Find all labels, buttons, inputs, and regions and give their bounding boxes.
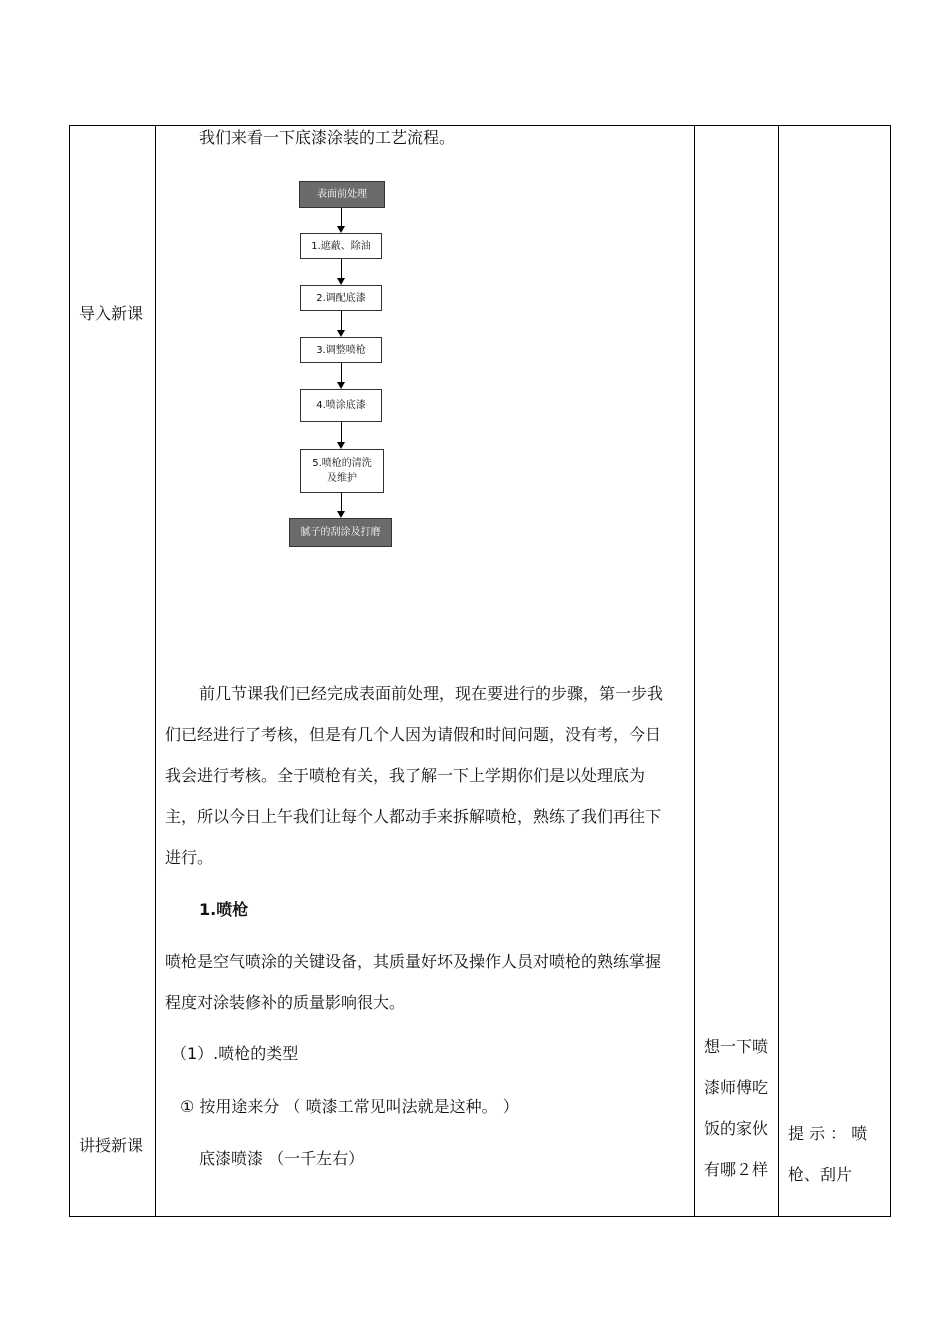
question-line: 饭的家伙: [704, 1119, 769, 1138]
flow-step-1: 1.遮蔽、除油: [300, 233, 382, 259]
paragraph-line: 进行。: [165, 848, 214, 867]
question-line: 漆师傅吃: [704, 1078, 769, 1097]
flow-arrowhead: [337, 382, 345, 389]
question-line: 有哪２样: [704, 1160, 769, 1179]
flow-arrowhead: [337, 278, 345, 285]
intro-sentence: 我们来看一下底漆涂装的工艺流程。: [199, 128, 456, 147]
flow-arrowhead: [337, 442, 345, 449]
hint-line: 枪、刮片: [788, 1165, 853, 1184]
flow-arrowhead: [337, 511, 345, 518]
flow-step-5: [300, 449, 384, 493]
table-bottom-border: [69, 1216, 891, 1217]
flow-bottom-box: 腻子的刮涂及打磨: [289, 518, 392, 547]
paragraph-line: 前几节课我们已经完成表面前处理，现在要进行的步骤，第一步我: [199, 684, 664, 703]
flow-step-3: 3.调整喷枪: [300, 337, 382, 363]
table-left-border: [69, 125, 70, 1217]
flow-step-4: 4.喷涂底漆: [300, 389, 382, 422]
section-label-teach: 讲授新课: [79, 1136, 144, 1155]
flow-step-2: 2.调配底漆: [300, 285, 382, 311]
flow-arrow: [341, 311, 342, 331]
flow-arrowhead: [337, 226, 345, 233]
paragraph-line: 我会进行考核。全于喷枪有关，我了解一下上学期你们是以处理底为: [165, 766, 646, 785]
column-divider-1: [155, 125, 156, 1217]
spray-gun-description: [165, 941, 690, 1023]
types-heading: （1）.喷枪的类型: [171, 1044, 299, 1063]
table-right-border: [890, 125, 891, 1217]
classification-by-use: ① 按用途来分 （ 喷漆工常见叫法就是这种。 ）: [180, 1097, 519, 1116]
column-divider-3: [778, 125, 779, 1217]
description-line: 程度对涂装修补的质量影响很大。: [165, 993, 406, 1012]
flow-top-box: 表面前处理: [299, 181, 385, 208]
section-heading-spray-gun: 1.喷枪: [199, 900, 249, 919]
paragraph-line: 们已经进行了考核，但是有几个人因为请假和时间问题，没有考，今日: [165, 725, 662, 744]
column-divider-2: [694, 125, 695, 1217]
lesson-paragraph: [165, 673, 690, 878]
flow-arrow: [341, 208, 342, 227]
question-line: 想一下喷: [704, 1037, 769, 1056]
section-label-intro: 导入新课: [79, 304, 144, 323]
table-top-border: [69, 125, 891, 126]
flow-arrow: [341, 493, 342, 512]
flow-step-5-label: 5.喷枪的清洗及维护: [312, 458, 372, 484]
hint-line: 提 示 ： 喷: [788, 1124, 868, 1143]
flow-arrow: [341, 363, 342, 383]
flow-arrowhead: [337, 330, 345, 337]
flow-arrow: [341, 422, 342, 443]
description-line: 喷枪是空气喷涂的关键设备，其质量好坏及操作人员对喷枪的熟练掌握: [165, 952, 662, 971]
flow-arrow: [341, 259, 342, 279]
paragraph-line: 主，所以今日上午我们让每个人都动手来拆解喷枪，熟练了我们再往下: [165, 807, 662, 826]
primer-gun-price: 底漆喷漆 （一千左右）: [199, 1149, 365, 1168]
